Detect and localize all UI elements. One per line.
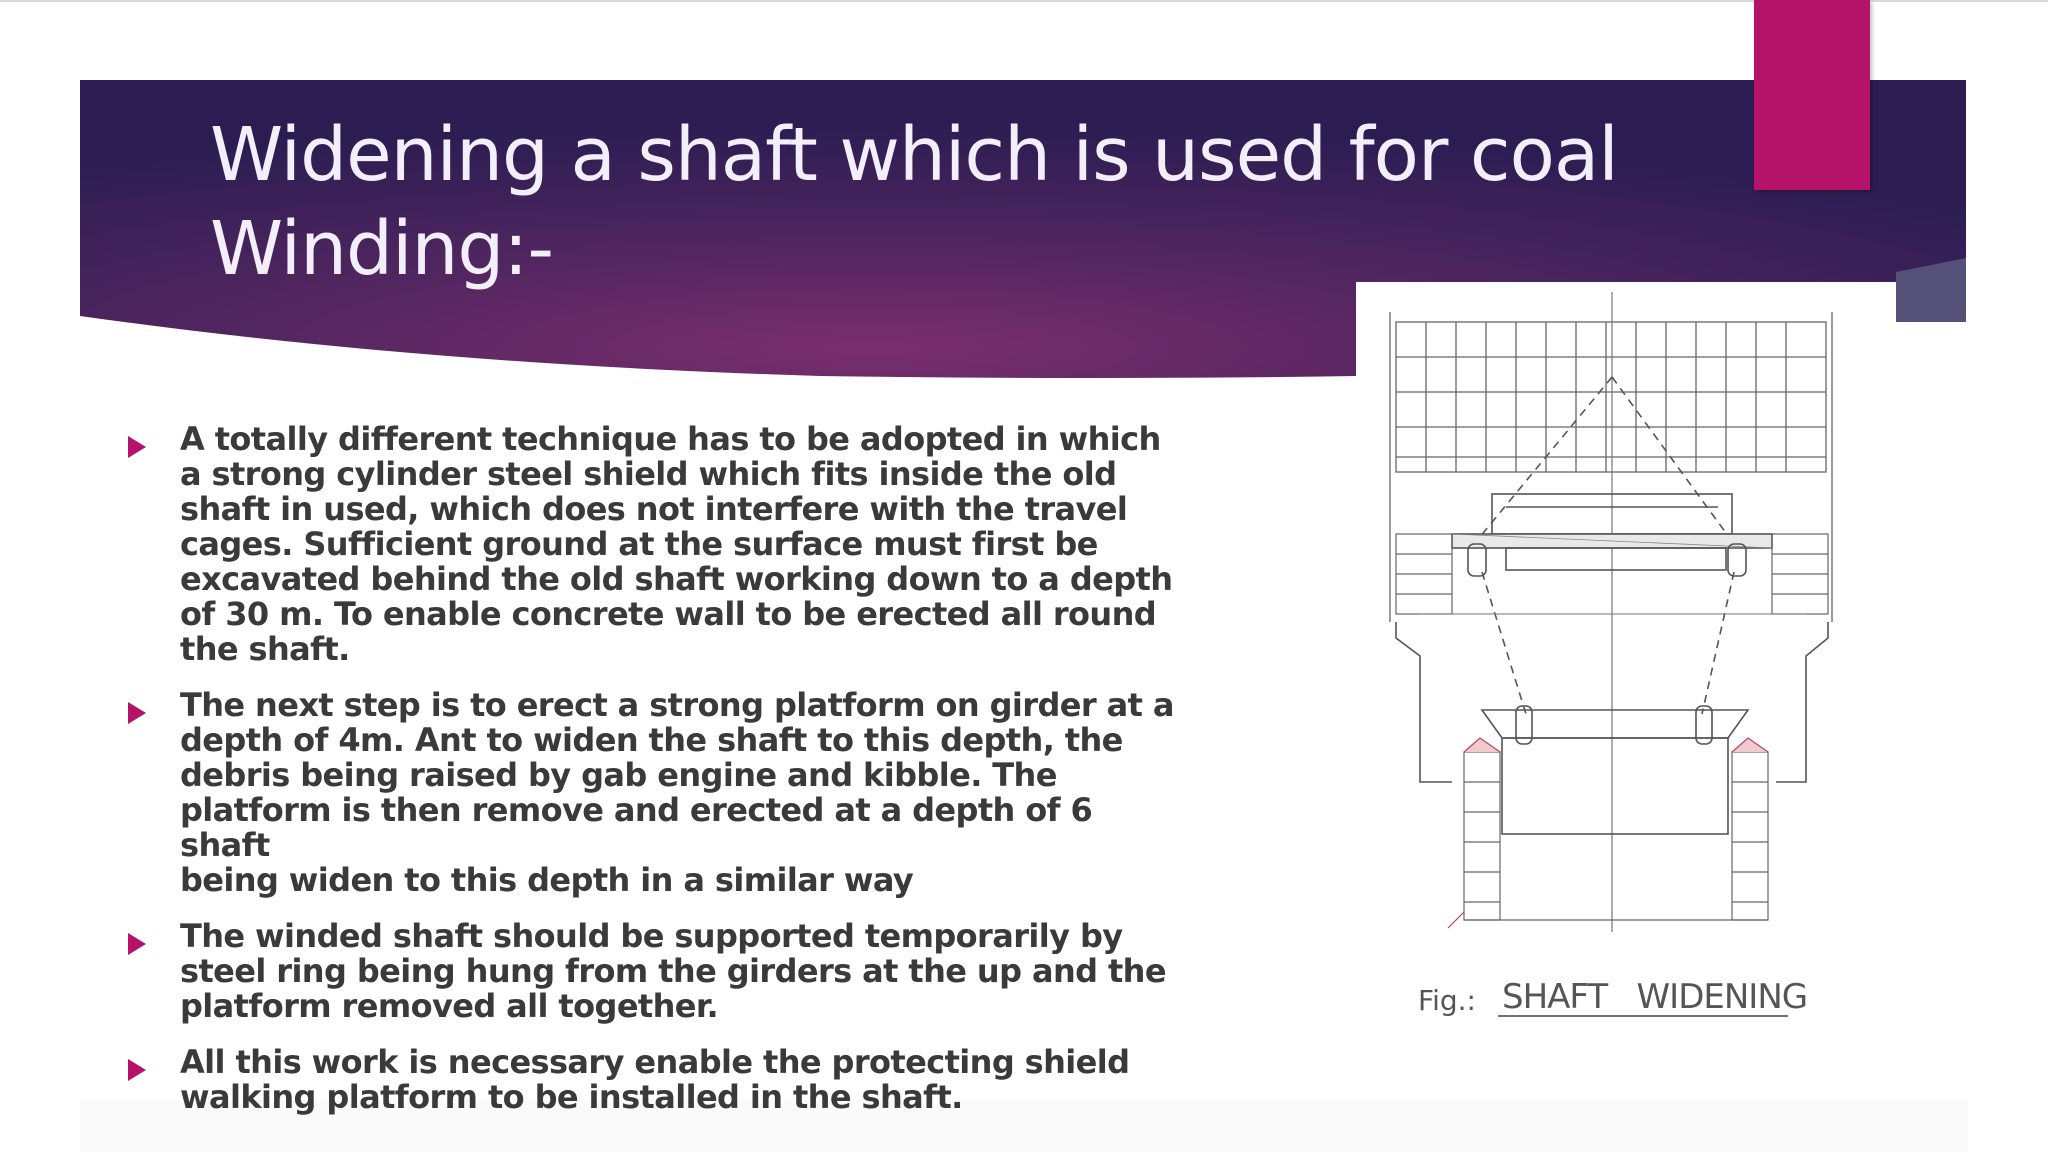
lower-brick-lining (1448, 738, 1768, 928)
excavation-outline-left (1396, 622, 1452, 782)
figure-caption-title: SHAFT WIDENING (1502, 977, 1808, 1017)
shaft-widening-figure (1356, 282, 1896, 1100)
bullet-text: The next step is to erect a strong platform on girder at a depth of 4m. Ant to widen the shaft to this depth, the debris being raised by gab engine and kibble. The platform is then remove and erected at a depth of 6 shaft being widen to this depth in a similar way (180, 686, 1174, 899)
triangle-bullet-icon (128, 1059, 146, 1081)
bullet-item (120, 1045, 1180, 1115)
slide-title: Widening a shaft which is used for coal Winding:- (210, 112, 1618, 292)
bullet-list (120, 422, 1180, 1136)
bullet-text: A totally different technique has to be adopted in which a strong cylinder steel shield which fits inside the old shaft in used, which does not interfere with the travel cages. Sufficient ground at the surface must first be excavated behind the old shaft working down to a depth of 30 m. To enable concrete wall to be erected all round the shaft. (180, 420, 1173, 668)
accent-tab (1754, 0, 1870, 190)
bullet-item (120, 688, 1180, 898)
triangle-bullet-icon (128, 933, 146, 955)
triangle-bullet-icon (128, 702, 146, 724)
bullet-item (120, 919, 1180, 1024)
shaft-widening-drawing (1356, 282, 1896, 1100)
triangle-bullet-icon (128, 436, 146, 458)
figure-caption-prefix: Fig.: (1418, 984, 1476, 1017)
upper-brick-lining (1390, 312, 1832, 622)
lower-cage (1482, 706, 1748, 834)
excavation-outline-right (1776, 622, 1828, 782)
bullet-text: The winded shaft should be supported temporarily by steel ring being hung from the girders at the up and the platform removed all together. (180, 917, 1166, 1025)
bullet-text: All this work is necessary enable the protecting shield walking platform to be installed in the shaft. (180, 1043, 1130, 1116)
bullet-item (120, 422, 1180, 667)
